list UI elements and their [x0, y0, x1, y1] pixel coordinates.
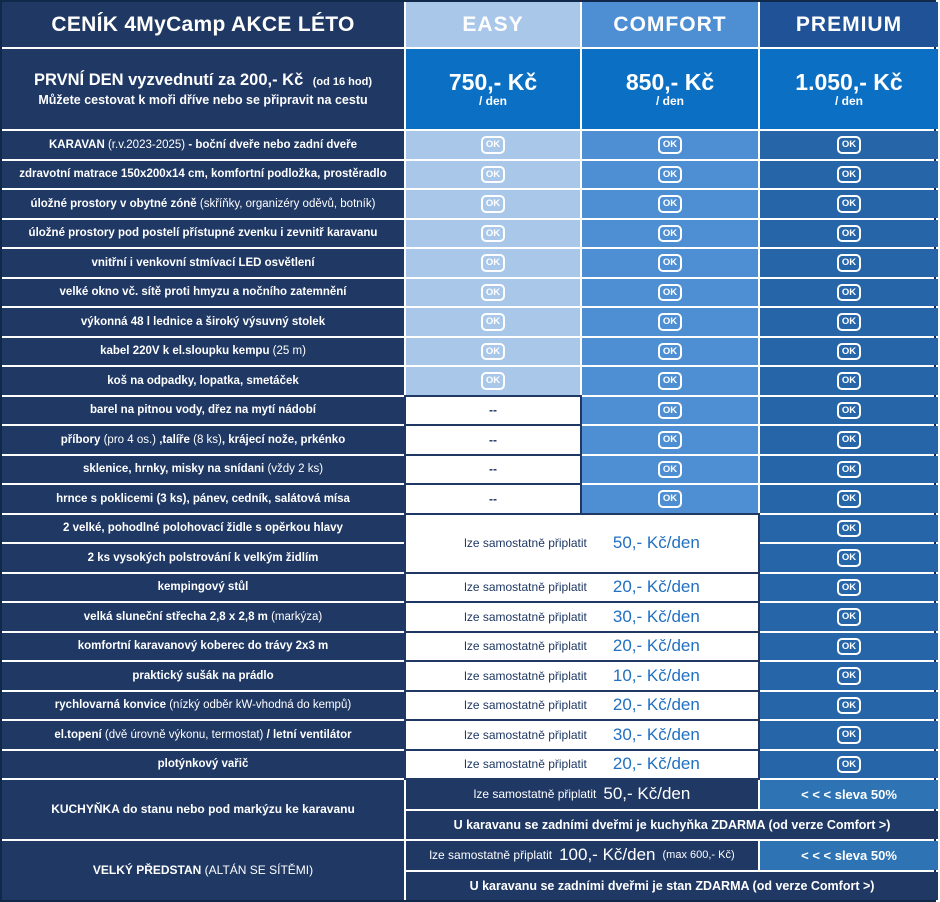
- feature-label-segment: 2 velké, pohodlné polohovací židle s opěrkou hlavy: [63, 522, 343, 535]
- addon-price: 30,- Kč/den: [612, 724, 700, 744]
- addon-label: lze samostatně připlatit: [464, 639, 587, 654]
- ok-badge: OK: [658, 461, 682, 479]
- feature-label-segment: (pro 4 os.): [103, 433, 157, 446]
- feature-label: [2, 456, 404, 484]
- ok-badge: OK: [837, 608, 861, 626]
- feature-label: [2, 279, 404, 307]
- plan-cell-premium: [760, 456, 938, 484]
- feature-label-segment: (nízký odběr kW-vhodná do kempů): [169, 699, 352, 712]
- ok-badge: OK: [837, 756, 861, 774]
- feature-label-segment: hrnce s poklicemi (3 ks), pánev, cedník, salátová mísa: [56, 492, 350, 505]
- plan-cell-premium: [760, 131, 938, 159]
- addon-price: 30,- Kč/den: [612, 606, 700, 626]
- first-day-subheading: Můžete cestovat k moři dříve nebo se připravit na cestu: [38, 92, 368, 107]
- ok-badge: OK: [481, 372, 505, 390]
- price-comfort-unit: / den: [655, 94, 684, 109]
- section-note: U karavanu se zadními dveřmi je kuchyňka ZDARMA (od verze Comfort >): [406, 811, 938, 840]
- feature-label: [2, 367, 404, 395]
- section-addon-cell: [406, 780, 758, 809]
- ok-badge: OK: [837, 461, 861, 479]
- feature-label: [2, 841, 404, 900]
- plan-cell-comfort: [582, 249, 758, 277]
- addon-cell: [406, 721, 758, 749]
- plan-cell-premium: [760, 279, 938, 307]
- first-day-heading-note: (od 16 hod): [312, 75, 373, 88]
- feature-label-segment: velká sluneční střecha 2,8 x 2,8 m: [83, 610, 272, 623]
- ok-badge: OK: [658, 284, 682, 302]
- plan-cell-premium: [760, 485, 938, 513]
- ok-badge: OK: [837, 638, 861, 656]
- plan-cell-premium: [760, 692, 938, 720]
- feature-label-segment: plotýnkový vařič: [157, 758, 249, 771]
- plan-header-comfort: COMFORT: [582, 2, 758, 47]
- feature-label: [2, 338, 404, 366]
- plan-header-premium: PREMIUM: [760, 2, 938, 47]
- feature-label: [2, 515, 404, 543]
- feature-label-segment: úložné prostory v obytné zóně: [30, 197, 200, 210]
- plan-cell-comfort: [582, 131, 758, 159]
- plan-cell-easy: [406, 190, 580, 218]
- feature-label-segment: , krájecí nože, prkénko: [221, 433, 346, 446]
- ok-badge: OK: [481, 136, 505, 154]
- plan-cell-comfort: [582, 456, 758, 484]
- ok-badge: OK: [837, 225, 861, 243]
- addon-label: lze samostatně připlatit: [464, 668, 587, 683]
- addon-cell: [406, 633, 758, 661]
- addon-cell: [406, 662, 758, 690]
- feature-label-segment: sklenice, hrnky, misky na snídani: [82, 463, 268, 476]
- feature-label: [2, 603, 404, 631]
- ok-badge: OK: [481, 254, 505, 272]
- plan-cell-easy: [406, 279, 580, 307]
- addon-label: lze samostatně připlatit: [473, 787, 597, 802]
- feature-label-segment: - boční dveře nebo zadní dveře: [185, 138, 358, 151]
- plan-cell-premium: [760, 751, 938, 779]
- ok-badge: OK: [658, 372, 682, 390]
- addon-price: 20,- Kč/den: [612, 577, 700, 597]
- ok-badge: OK: [658, 136, 682, 154]
- feature-label-segment: (r.v.2023-2025): [107, 138, 186, 151]
- plan-cell-premium: [760, 338, 938, 366]
- feature-label-segment: (markýza): [271, 610, 323, 623]
- feature-label: [2, 662, 404, 690]
- plan-cell-comfort: [582, 485, 758, 513]
- plan-cell-easy-not-included: [406, 485, 580, 513]
- ok-badge: OK: [837, 549, 861, 567]
- plan-cell-easy: [406, 338, 580, 366]
- ok-badge: OK: [837, 313, 861, 331]
- ok-badge: OK: [658, 195, 682, 213]
- ok-badge: OK: [658, 225, 682, 243]
- feature-label: [2, 544, 404, 572]
- plan-cell-premium: [760, 633, 938, 661]
- feature-label-segment: ,talíře: [156, 433, 194, 446]
- ok-badge: OK: [837, 372, 861, 390]
- addon-label: lze samostatně připlatit: [464, 609, 587, 624]
- feature-label-segment: rychlovarná konvice: [54, 699, 170, 712]
- feature-label: [2, 721, 404, 749]
- ok-badge: OK: [837, 254, 861, 272]
- plan-cell-easy: [406, 308, 580, 336]
- feature-label-segment: KUCHYŇKA do stanu nebo pod markýzu ke karavanu: [51, 802, 355, 817]
- ok-badge: OK: [837, 166, 861, 184]
- plan-cell-premium: [760, 367, 938, 395]
- plan-cell-premium: [760, 544, 938, 572]
- ok-badge: OK: [837, 726, 861, 744]
- feature-label: [2, 485, 404, 513]
- feature-label-segment: zdravotní matrace 150x200x14 cm, komfortní podložka, prostěradlo: [19, 168, 387, 181]
- feature-label: [2, 308, 404, 336]
- plan-cell-easy-not-included: [406, 397, 580, 425]
- plan-cell-premium: [760, 190, 938, 218]
- plan-cell-easy: [406, 249, 580, 277]
- feature-label: [2, 220, 404, 248]
- plan-cell-premium: [760, 161, 938, 189]
- feature-label-segment: barel na pitnou vody, dřez na mytí nádobí: [90, 404, 316, 417]
- feature-label-segment: (8 ks): [193, 433, 222, 446]
- ok-badge: OK: [658, 166, 682, 184]
- feature-label: [2, 751, 404, 779]
- feature-label-segment: kabel 220V k el.sloupku kempu: [100, 345, 273, 358]
- feature-label-segment: koš na odpadky, lopatka, smetáček: [107, 374, 299, 387]
- section-note: U karavanu se zadními dveřmi je stan ZDARMA (od verze Comfort >): [406, 872, 938, 901]
- ok-badge: OK: [658, 490, 682, 508]
- ok-badge: OK: [481, 343, 505, 361]
- ok-badge: OK: [481, 284, 505, 302]
- not-included-dash: --: [489, 403, 497, 418]
- first-day-label: [2, 49, 404, 129]
- feature-label-segment: / letní ventilátor: [263, 728, 352, 741]
- ok-badge: OK: [658, 343, 682, 361]
- plan-cell-comfort: [582, 338, 758, 366]
- feature-label-segment: komfortní karavanový koberec do trávy 2x3 m: [77, 640, 329, 653]
- ok-badge: OK: [481, 166, 505, 184]
- plan-cell-premium: [760, 574, 938, 602]
- plan-cell-premium: [760, 426, 938, 454]
- ok-badge: OK: [837, 195, 861, 213]
- price-comfort: [582, 49, 758, 129]
- feature-label: [2, 426, 404, 454]
- addon-price: 20,- Kč/den: [612, 695, 700, 715]
- ok-badge: OK: [658, 431, 682, 449]
- addon-price-note: (max 600,- Kč): [662, 849, 735, 862]
- feature-label-segment: příbory: [60, 433, 104, 446]
- ok-badge: OK: [837, 431, 861, 449]
- addon-label: lze samostatně připlatit: [464, 536, 587, 550]
- ok-badge: OK: [481, 313, 505, 331]
- feature-label-segment: 2 ks vysokých polstrování k velkým židlím: [87, 551, 319, 564]
- plan-cell-comfort: [582, 397, 758, 425]
- plan-header-easy: EASY: [406, 2, 580, 47]
- plan-cell-easy: [406, 367, 580, 395]
- plan-cell-comfort: [582, 279, 758, 307]
- feature-label-segment: (skříňky, organizéry oděvů, botník): [199, 197, 376, 210]
- plan-cell-comfort: [582, 426, 758, 454]
- ok-badge: OK: [837, 402, 861, 420]
- addon-label: lze samostatně připlatit: [464, 698, 587, 713]
- plan-cell-premium: [760, 662, 938, 690]
- plan-cell-premium: [760, 721, 938, 749]
- addon-cell: [406, 751, 758, 779]
- discount-cell: < < < sleva 50%: [760, 780, 938, 809]
- feature-label: [2, 692, 404, 720]
- ok-badge: OK: [837, 520, 861, 538]
- ok-badge: OK: [837, 667, 861, 685]
- feature-label: [2, 131, 404, 159]
- plan-cell-premium: [760, 249, 938, 277]
- discount-cell: < < < sleva 50%: [760, 841, 938, 870]
- feature-label-segment: (vždy 2 ks): [267, 463, 324, 476]
- price-premium-amount: 1.050,- Kč: [795, 68, 903, 95]
- table-title: CENÍK 4MyCamp AKCE LÉTO: [2, 2, 404, 47]
- feature-label: [2, 397, 404, 425]
- feature-label: [2, 633, 404, 661]
- ok-badge: OK: [837, 343, 861, 361]
- price-comfort-amount: 850,- Kč: [625, 68, 715, 95]
- addon-price: 100,- Kč/den: [559, 845, 656, 865]
- plan-cell-comfort: [582, 367, 758, 395]
- plan-cell-premium: [760, 603, 938, 631]
- feature-label: [2, 780, 404, 839]
- feature-label: [2, 190, 404, 218]
- feature-label-segment: úložné prostory pod postelí přístupné zvenku i zevnitř karavanu: [28, 227, 378, 240]
- plan-cell-comfort: [582, 161, 758, 189]
- feature-label-segment: kempingový stůl: [157, 581, 249, 594]
- plan-cell-easy-not-included: [406, 456, 580, 484]
- plan-cell-easy: [406, 131, 580, 159]
- addon-price: 20,- Kč/den: [612, 754, 700, 774]
- feature-label-segment: praktický sušák na prádlo: [132, 669, 274, 682]
- ok-badge: OK: [481, 225, 505, 243]
- ok-badge: OK: [658, 402, 682, 420]
- addon-label: lze samostatně připlatit: [464, 727, 587, 742]
- ok-badge: OK: [837, 284, 861, 302]
- price-easy: [406, 49, 580, 129]
- addon-label: lze samostatně připlatit: [464, 580, 587, 595]
- section-addon-cell: [406, 841, 758, 870]
- addon-label: lze samostatně připlatit: [464, 757, 587, 772]
- not-included-dash: --: [489, 491, 497, 506]
- price-premium-unit: / den: [834, 94, 863, 109]
- ok-badge: OK: [837, 490, 861, 508]
- feature-label: [2, 249, 404, 277]
- addon-price: 20,- Kč/den: [612, 636, 700, 656]
- plan-cell-easy: [406, 220, 580, 248]
- addon-price: 50,- Kč/den: [612, 533, 700, 552]
- not-included-dash: --: [489, 462, 497, 477]
- ok-badge: OK: [837, 697, 861, 715]
- ok-badge: OK: [837, 136, 861, 154]
- addon-cell: [406, 574, 758, 602]
- plan-cell-premium: [760, 397, 938, 425]
- price-premium: [760, 49, 938, 129]
- feature-label: [2, 574, 404, 602]
- addon-price: 10,- Kč/den: [612, 665, 700, 685]
- not-included-dash: --: [489, 432, 497, 447]
- addon-cell: [406, 515, 758, 572]
- ok-badge: OK: [658, 313, 682, 331]
- price-easy-unit: / den: [478, 94, 507, 109]
- feature-label-segment: velké okno vč. sítě proti hmyzu a nočního zatemnění: [59, 286, 347, 299]
- first-day-heading-text: PRVNÍ DEN vyzvednutí za 200,- Kč: [33, 70, 304, 89]
- addon-cell: [406, 603, 758, 631]
- addon-label: lze samostatně připlatit: [429, 848, 553, 863]
- feature-label-segment: el.topení: [54, 728, 105, 741]
- plan-cell-premium: [760, 308, 938, 336]
- plan-cell-premium: [760, 220, 938, 248]
- addon-cell: [406, 692, 758, 720]
- plan-cell-premium: [760, 515, 938, 543]
- addon-price: 50,- Kč/den: [603, 784, 691, 804]
- ok-badge: OK: [658, 254, 682, 272]
- feature-label-segment: VELKÝ PŘEDSTAN: [92, 863, 205, 878]
- first-day-heading: [34, 70, 372, 91]
- ok-badge: OK: [837, 579, 861, 597]
- plan-cell-easy: [406, 161, 580, 189]
- plan-cell-easy-not-included: [406, 426, 580, 454]
- plan-cell-comfort: [582, 220, 758, 248]
- feature-label-segment: výkonná 48 l lednice a široký výsuvný stolek: [80, 315, 326, 328]
- ok-badge: OK: [481, 195, 505, 213]
- feature-label-segment: (25 m): [272, 345, 306, 358]
- feature-label-segment: (dvě úrovně výkonu, termostat): [104, 728, 264, 741]
- feature-label-segment: vnitřní i venkovní stmívací LED osvětlení: [91, 256, 315, 269]
- plan-cell-comfort: [582, 308, 758, 336]
- plan-cell-comfort: [582, 190, 758, 218]
- feature-label: [2, 161, 404, 189]
- price-easy-amount: 750,- Kč: [448, 68, 538, 95]
- feature-label-segment: KARAVAN: [48, 138, 108, 151]
- feature-label-segment: (ALTÁN SE SÍTĚMI): [204, 863, 314, 878]
